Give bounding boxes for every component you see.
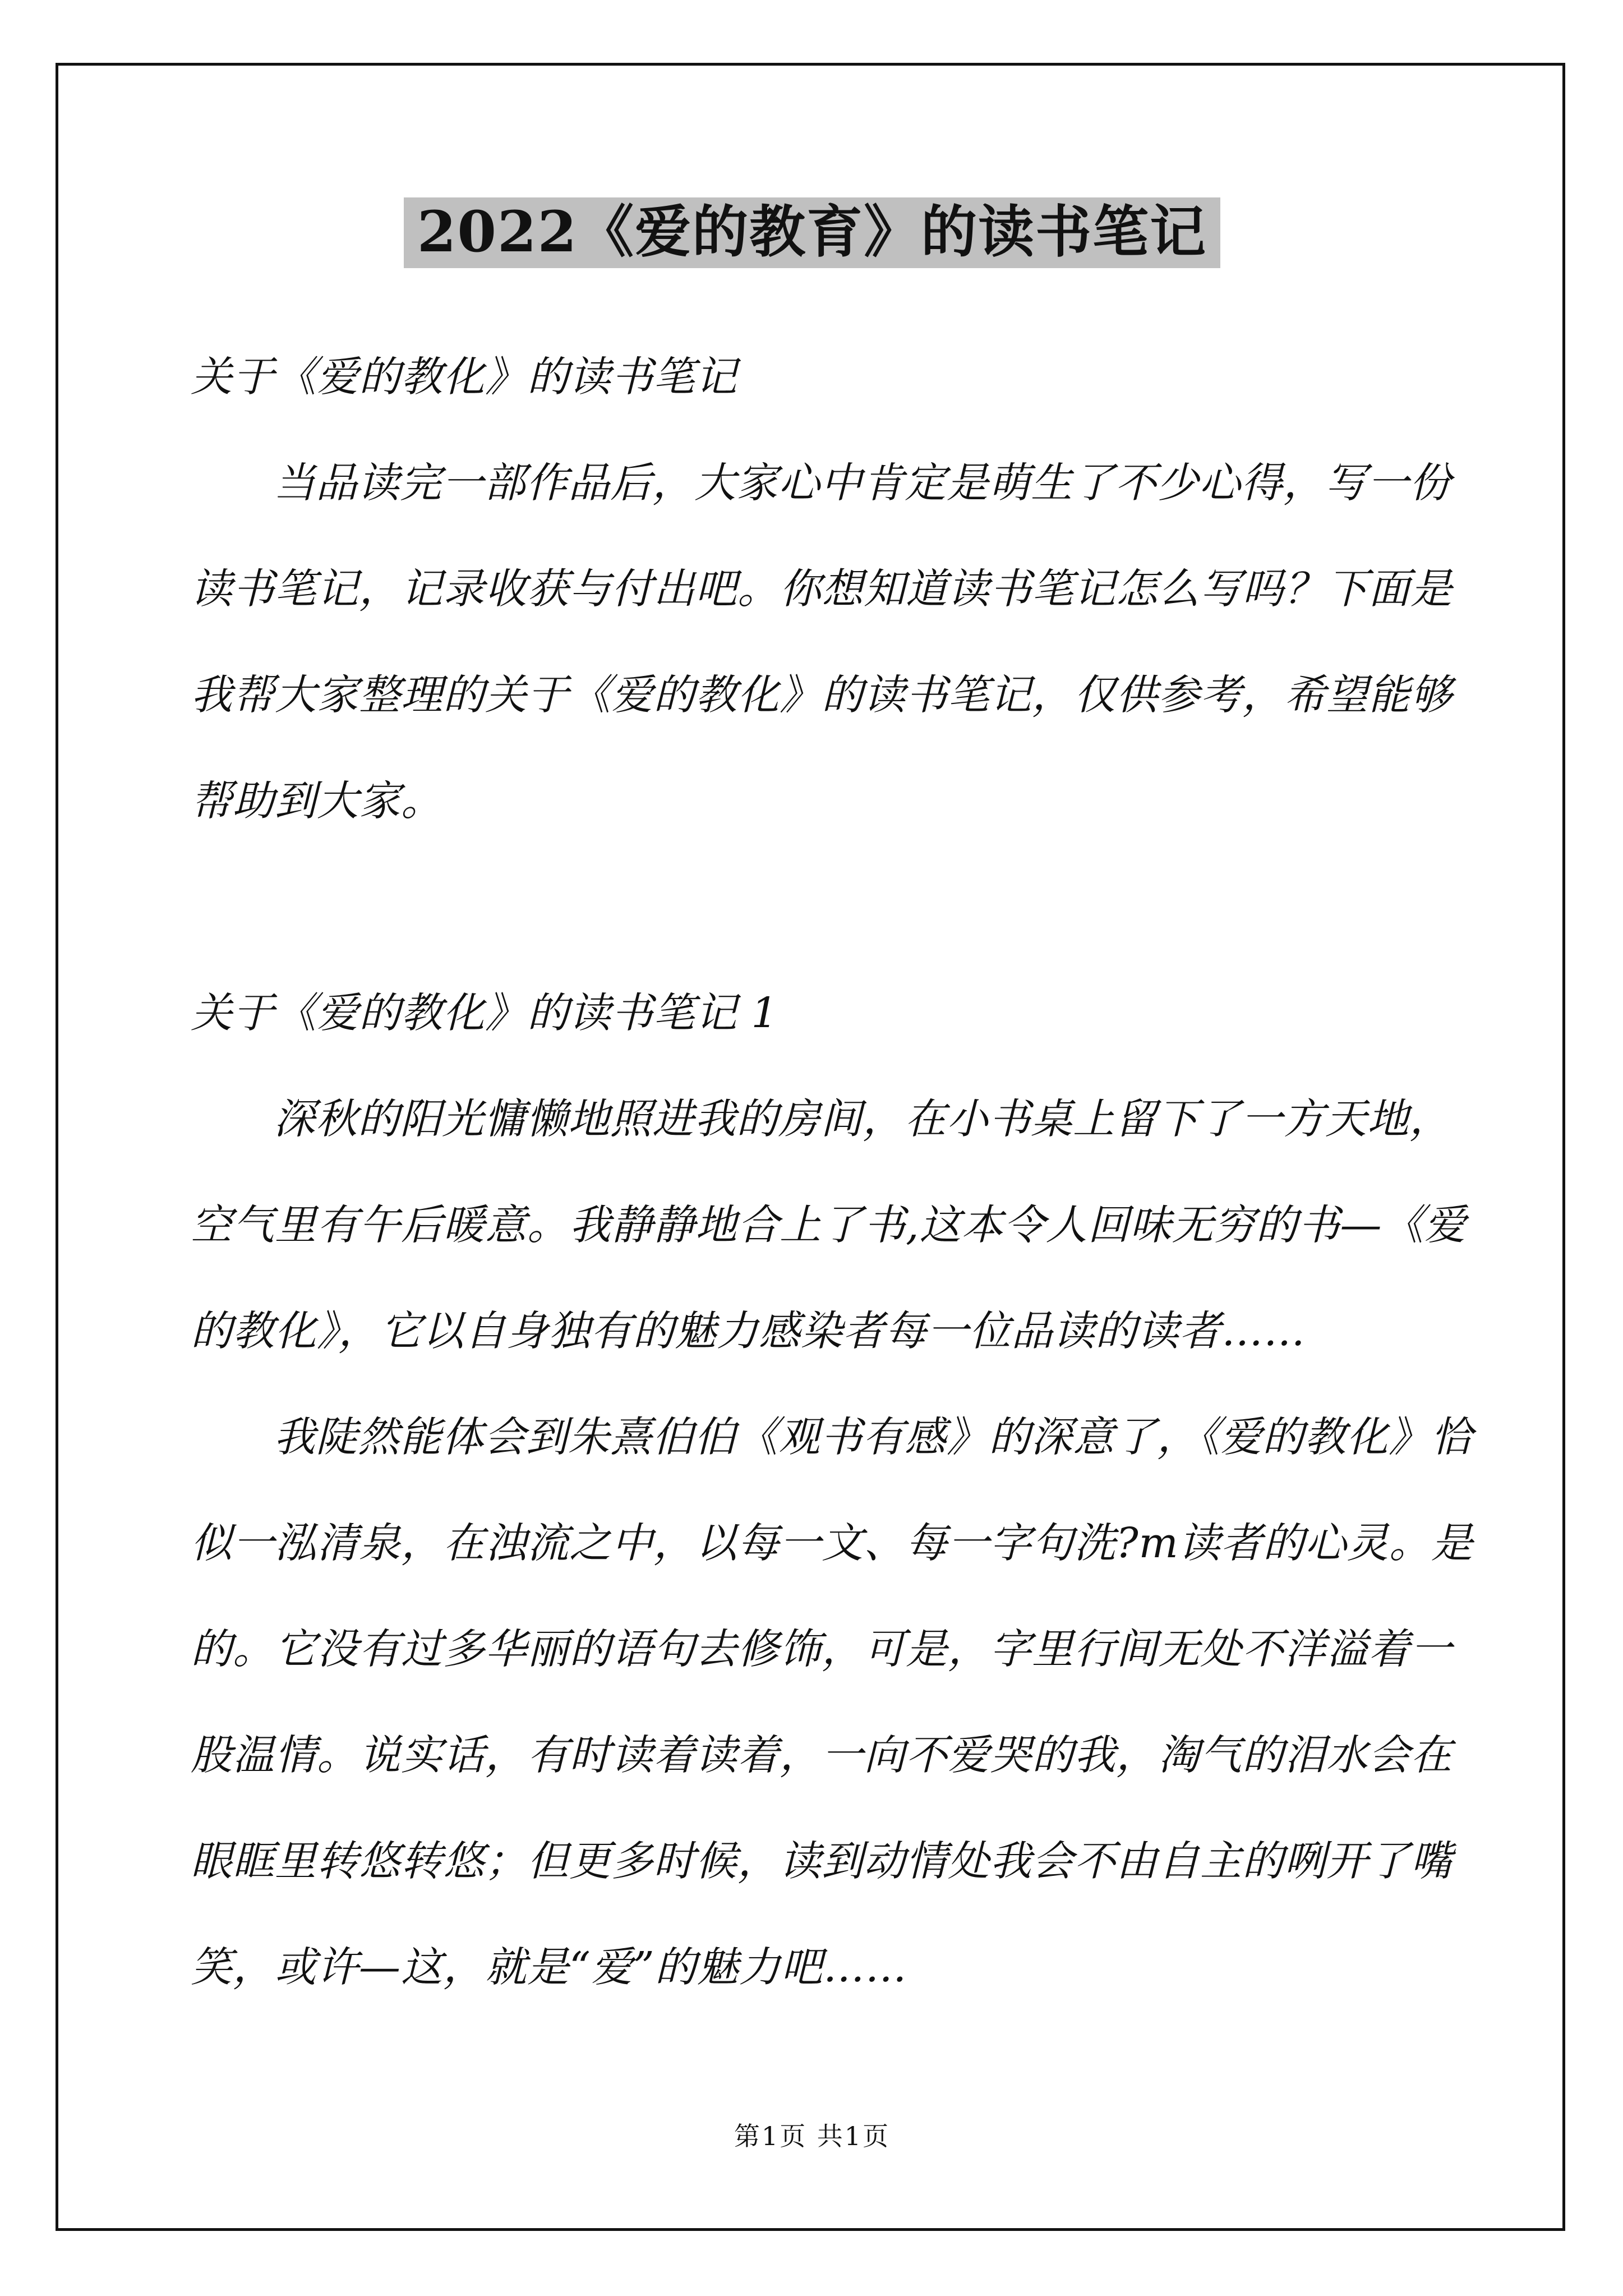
footer-page-info: 第1页 共1页 bbox=[734, 2121, 891, 2151]
document-body bbox=[191, 324, 1473, 2021]
body-line: 读书笔记，记录收获与付出吧。你想知道读书笔记怎么写吗？下面是 bbox=[191, 565, 1453, 613]
body-line: 关于《爱的教化》的读书笔记 bbox=[191, 353, 737, 401]
body-line: 股温情。说实话，有时读着读着，一向不爱哭的我，淘气的泪水会在 bbox=[191, 1731, 1453, 1779]
body-line: 笑，或许—这，就是“爱”的魅力吧…… bbox=[191, 1943, 907, 1991]
blank-line-spacer bbox=[191, 854, 1436, 960]
body-line: 眼眶里转悠转悠；但更多时候，读到动情处我会不由自主的咧开了嘴 bbox=[191, 1837, 1453, 1885]
body-line: 帮助到大家。 bbox=[191, 777, 443, 825]
page-footer bbox=[58, 2114, 1566, 2159]
body-line: 的。它没有过多华丽的语句去修饰，可是，字里行间无处不洋溢着一 bbox=[191, 1625, 1453, 1673]
body-line: 似一泓清泉，在浊流之中，以每一文、每一字句洗?m读者的心灵。是 bbox=[191, 1519, 1473, 1567]
body-line: 我帮大家整理的关于《爱的教化》的读书笔记，仅供参考，希望能够 bbox=[191, 671, 1453, 719]
body-line: 我陡然能体会到朱熹伯伯《观书有感》的深意了，《爱的教化》恰 bbox=[274, 1413, 1473, 1461]
body-line: 深秋的阳光慵懒地照进我的房间，在小书桌上留下了一方天地， bbox=[274, 1095, 1451, 1143]
document-title: 2022《爱的教育》的读书笔记 bbox=[404, 197, 1220, 268]
body-line: 的教化》，它以自身独有的魅力感染者每一位品读的读者…… bbox=[191, 1307, 1306, 1355]
body-line: 当品读完一部作品后，大家心中肯定是萌生了不少心得，写一份 bbox=[274, 459, 1451, 507]
body-line: 关于《爱的教化》的读书笔记 1 bbox=[191, 989, 778, 1037]
document-title-row bbox=[58, 197, 1566, 268]
body-line: 空气里有午后暖意。我静静地合上了书,这本令人回味无穷的书—《爱 bbox=[191, 1201, 1467, 1249]
